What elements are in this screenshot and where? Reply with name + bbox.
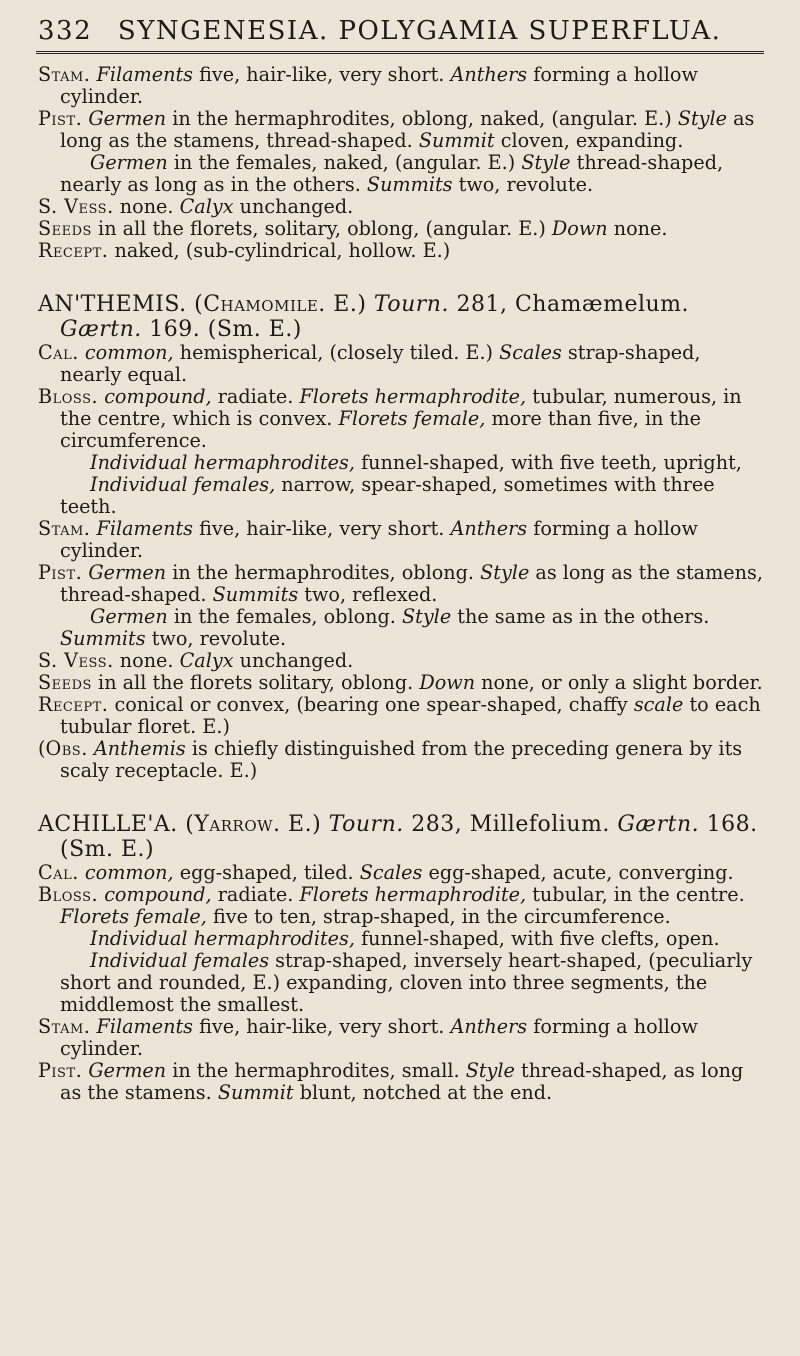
page-body <box>38 64 766 1104</box>
text-paragraph: Seeds in all the florets, solitary, oblong, (angular. E.) Down none. <box>38 217 668 240</box>
text-paragraph: Stam. Filaments five, hair-like, very short. Anthers forming a hollow cylinder. <box>38 63 698 108</box>
genus-heading-achillea: ACHILLE'A. (Yarrow. E.) Tourn. 283, Millefolium. Gærtn. 168. (Sm. E.) <box>38 812 758 862</box>
text-paragraph: Recept. conical or convex, (bearing one spear-shaped, chaffy scale to each tubular floret. E.) <box>38 693 761 738</box>
text-paragraph: Stam. Filaments five, hair-like, very short. Anthers forming a hollow cylinder. <box>38 1015 698 1060</box>
section-gap <box>38 262 766 292</box>
text-paragraph: Bloss. compound, radiate. Florets hermaphrodite, tubular, numerous, in the centre, which is convex. Florets female, more than five, in the circumference. <box>38 385 742 452</box>
genus-section-continued <box>38 64 766 262</box>
genus-section-achillea <box>38 862 766 1104</box>
text-paragraph: Individual females, narrow, spear-shaped, sometimes with three teeth. <box>60 473 715 518</box>
text-paragraph: S. Vess. none. Calyx unchanged. <box>38 649 354 672</box>
text-paragraph: Seeds in all the florets solitary, oblong. Down none, or only a slight border. <box>38 671 763 694</box>
text-paragraph: Individual females strap-shaped, inversely heart-shaped, (peculiarly short and rounded, E.) expanding, cloven into three segments, the middlemost the smallest. <box>60 949 753 1016</box>
text-paragraph: Germen in the females, naked, (angular. E.) Style thread-shaped, nearly as long as in the others. Summits two, revolute. <box>60 151 724 196</box>
text-paragraph: Cal. common, egg-shaped, tiled. Scales egg-shaped, acute, converging. <box>38 861 734 884</box>
text-paragraph: Pist. Germen in the hermaphrodites, small. Style thread-shaped, as long as the stamens. Summit blunt, notched at the end. <box>38 1059 744 1104</box>
text-paragraph: Bloss. compound, radiate. Florets hermaphrodite, tubular, in the centre. Florets female, five to ten, strap-shaped, in the circumference. <box>38 883 745 928</box>
genus-heading-anthemis: AN'THEMIS. (Chamomile. E.) Tourn. 281, Chamæmelum. Gærtn. 169. (Sm. E.) <box>38 292 690 342</box>
header-rule <box>36 51 764 54</box>
page-number: 332 <box>38 16 93 46</box>
page-title: SYNGENESIA. POLYGAMIA SUPERFLUA. <box>117 16 722 46</box>
text-paragraph: Germen in the females, oblong. Style the same as in the others. Summits two, revolute. <box>60 605 710 650</box>
text-paragraph: Pist. Germen in the hermaphrodites, oblong, naked, (angular. E.) Style as long as the stamens, thread-shaped. Summit cloven, expanding. <box>38 107 755 152</box>
text-paragraph: Pist. Germen in the hermaphrodites, oblong. Style as long as the stamens, thread-shaped. Summits two, reflexed. <box>38 561 763 606</box>
section-gap <box>38 782 766 812</box>
running-head <box>38 16 778 46</box>
text-paragraph: (Obs. Anthemis is chiefly distinguished from the preceding genera by its scaly receptacle. E.) <box>38 737 743 782</box>
text-paragraph: S. Vess. none. Calyx unchanged. <box>38 195 354 218</box>
text-paragraph: Individual hermaphrodites, funnel-shaped, with five teeth, upright, <box>90 451 742 474</box>
text-paragraph: Individual hermaphrodites, funnel-shaped, with five clefts, open. <box>90 927 720 950</box>
text-paragraph: Cal. common, hemispherical, (closely tiled. E.) Scales strap-shaped, nearly equal. <box>38 341 701 386</box>
text-paragraph: Stam. Filaments five, hair-like, very short. Anthers forming a hollow cylinder. <box>38 517 698 562</box>
genus-section-anthemis <box>38 342 766 782</box>
text-paragraph: Recept. naked, (sub-cylindrical, hollow. E.) <box>38 239 451 262</box>
